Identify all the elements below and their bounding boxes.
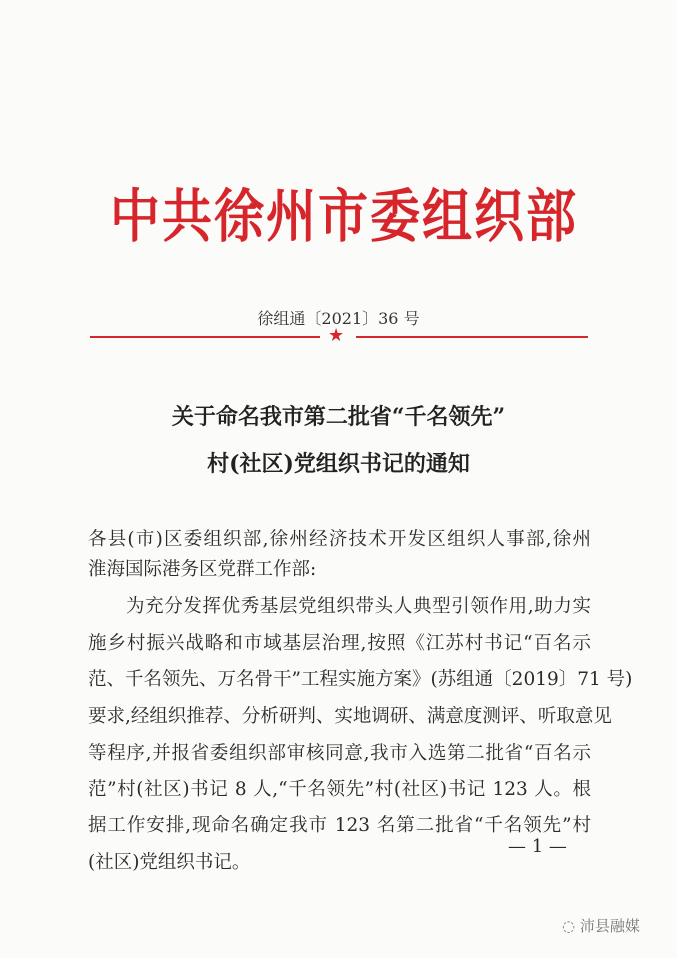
star-icon: ★ <box>328 325 345 346</box>
wechat-icon: ◌ <box>562 917 580 935</box>
body-line: 据工作安排,现命名确定我市 123 名第二批省“千名领先”村 <box>88 815 591 836</box>
watermark-text: 沛县融媒 <box>579 917 640 935</box>
body-line: 范”村(社区)书记 8 人,“千名领先”村(社区)书记 123 人。根 <box>88 779 591 800</box>
document-number: 徐组通〔2021〕36 号 <box>257 309 420 328</box>
body-line: 要求,经组织推荐、分析研判、实地调研、满意度测评、听取意见 <box>88 706 612 727</box>
document-title-line2: 村(社区)党组织书记的通知 <box>207 451 470 477</box>
body-line: 为充分发挥优秀基层党组织带头人典型引领作用,助力实 <box>126 596 591 617</box>
issuing-org-header: 中共徐州市委组织部 <box>110 182 578 250</box>
body-line: 范、千名领先、万名骨干”工程实施方案》(苏组通〔2019〕71 号) <box>88 669 633 690</box>
body-line: 等程序,并报省委组织部审核同意,我市入选第二批省“百名示 <box>88 743 591 764</box>
page-number: — 1 — <box>508 836 567 857</box>
document-title-line1: 关于命名我市第二批省“千名领先” <box>171 404 506 430</box>
body-line: 淮海国际港务区党群工作部: <box>88 559 317 580</box>
body-line: (社区)党组织书记。 <box>88 852 251 873</box>
watermark <box>562 915 640 936</box>
red-divider-left <box>90 336 320 338</box>
body-line: 各县(市)区委组织部,徐州经济技术开发区组织人事部,徐州 <box>88 529 591 550</box>
body-line: 施乡村振兴战略和市域基层治理,按照《江苏村书记“百名示 <box>88 633 591 654</box>
red-divider-right <box>356 336 588 338</box>
